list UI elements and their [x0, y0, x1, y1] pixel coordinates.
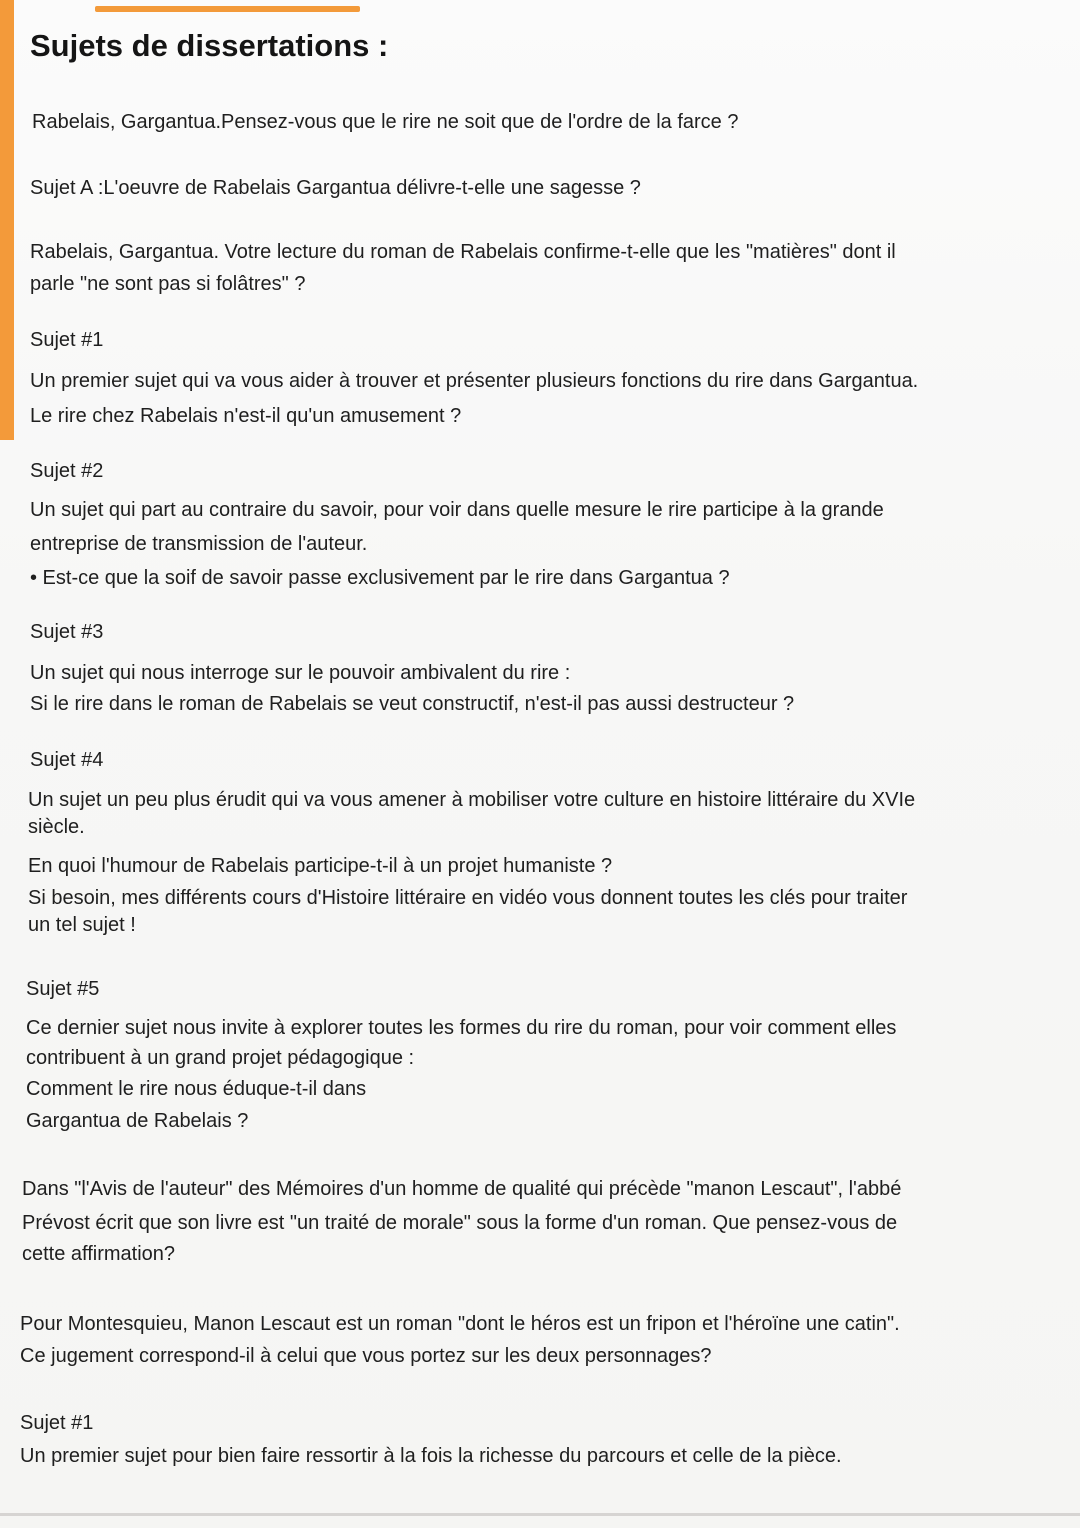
- sujet-5-heading: Sujet #5: [26, 978, 100, 1000]
- orange-margin-bar: [0, 0, 14, 440]
- sujet-1-heading: Sujet #1: [30, 329, 104, 351]
- subject-montesquieu-line1: Pour Montesquieu, Manon Lescaut est un roman "dont le héros est un fripon et l'héroïne une catin".: [20, 1313, 900, 1335]
- sujet-2-line2: entreprise de transmission de l'auteur.: [30, 533, 368, 555]
- subject-a-sagesse: Sujet A :L'oeuvre de Rabelais Gargantua délivre-t-elle une sagesse ?: [30, 177, 641, 199]
- sujet-5-line1: Ce dernier sujet nous invite à explorer toutes les formes du rire du roman, pour voir comment elles: [26, 1017, 897, 1039]
- sujet-1-line1: Un premier sujet qui va vous aider à trouver et présenter plusieurs fonctions du rire dans Gargantua.: [30, 370, 919, 392]
- sujet-3-line1: Un sujet qui nous interroge sur le pouvoir ambivalent du rire :: [30, 662, 571, 684]
- sujet-4-heading: Sujet #4: [30, 749, 104, 771]
- sujet-2-bullet: • Est-ce que la soif de savoir passe exclusivement par le rire dans Gargantua ?: [30, 567, 730, 589]
- subject-rabelais-farce: Rabelais, Gargantua.Pensez-vous que le rire ne soit que de l'ordre de la farce ?: [32, 111, 739, 133]
- sujet-3-line2: Si le rire dans le roman de Rabelais se veut constructif, n'est-il pas aussi destructeur ?: [30, 693, 795, 715]
- sujet-4-line5: un tel sujet !: [28, 914, 136, 936]
- page-title: Sujets de dissertations :: [30, 28, 389, 63]
- sujet-4-line4: Si besoin, mes différents cours d'Histoire littéraire en vidéo vous donnent toutes les clés pour traiter: [28, 887, 908, 909]
- sujet-5-line4: Gargantua de Rabelais ?: [26, 1110, 249, 1132]
- sujet-5-line3: Comment le rire nous éduque-t-il dans: [26, 1078, 367, 1100]
- subject-matieres-line1: Rabelais, Gargantua. Votre lecture du roman de Rabelais confirme-t-elle que les "matières" dont il: [30, 241, 896, 263]
- sujet-2-line1: Un sujet qui part au contraire du savoir, pour voir dans quelle mesure le rire participe à la grande: [30, 499, 884, 521]
- page-bottom-edge: [0, 1513, 1080, 1516]
- sujet-4-line3: En quoi l'humour de Rabelais participe-t-il à un projet humaniste ?: [28, 855, 613, 877]
- subject-prevost-line1: Dans "l'Avis de l'auteur" des Mémoires d'un homme de qualité qui précède "manon Lescaut", l'abbé: [22, 1178, 902, 1200]
- sujet-5-line2: contribuent à un grand projet pédagogique :: [26, 1047, 415, 1069]
- sujet-4-line1: Un sujet un peu plus érudit qui va vous amener à mobiliser votre culture en histoire littéraire du XVIe: [28, 789, 916, 811]
- sujet-1-line2: Le rire chez Rabelais n'est-il qu'un amusement ?: [30, 405, 462, 427]
- subject-prevost-line3: cette affirmation?: [22, 1243, 176, 1265]
- subject-montesquieu-line2: Ce jugement correspond-il à celui que vous portez sur les deux personnages?: [20, 1345, 712, 1367]
- sujet-1-second-heading: Sujet #1: [20, 1412, 94, 1434]
- subject-prevost-line2: Prévost écrit que son livre est "un traité de morale" sous la forme d'un roman. Que pensez-vous de: [22, 1212, 898, 1234]
- sujet-4-line2: siècle.: [28, 816, 85, 838]
- sujet-2-heading: Sujet #2: [30, 460, 104, 482]
- orange-top-bar: [95, 6, 360, 12]
- subject-matieres-line2: parle "ne sont pas si folâtres" ?: [30, 273, 306, 295]
- sujet-3-heading: Sujet #3: [30, 621, 104, 643]
- sujet-1-second-line1: Un premier sujet pour bien faire ressortir à la fois la richesse du parcours et celle de la pièce.: [20, 1445, 842, 1467]
